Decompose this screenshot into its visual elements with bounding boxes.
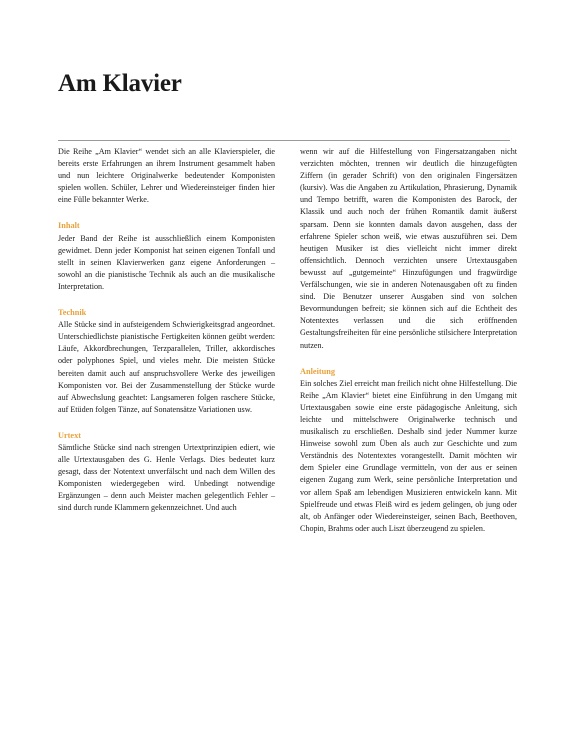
section-text-inhalt: Jeder Band der Reihe ist ausschließlich einem Komponisten gewidmet. Denn jeder Komponist hat seinen eigenen Tonfall und stellt in seinen Klavierwerken ganz eigene Anforderungen – sowohl an die pianistische Technik als auch an die musikalische Interpretation. — [58, 233, 275, 291]
section-technik — [58, 307, 275, 416]
section-anleitung — [300, 366, 517, 535]
page-title: Am Klavier — [58, 70, 182, 97]
divider — [58, 140, 510, 141]
section-text-anleitung: Ein solches Ziel erreicht man freilich nicht ohne Hilfestellung. Die Reihe „Am Klavier“ bietet eine Einführung in den Umgang mit Urtextausgaben sowie eine erste pädagogische Anleitung, sich leichte und mittelschwere Originalwerke technisch und musikalisch zu erschließen. Deshalb sind jeder Nummer kurze Hinweise sowohl zum Üben als auch zur Geschichte und zum Verständnis des Notentextes vorangestellt. Damit möchten wir dem Spieler eine Grundlage vermitteln, von der aus er seinen eigenen Zugang zum Werk, seine persönliche Interpretation und vor allem Spaß am lebendigen Musizieren entwickeln kann. Mit Spielfreude und etwas Fleiß wird es jedem gelingen, ob jung oder alt, ob Anfänger oder Wiedereinsteiger, seinen Bach, Beethoven, Chopin, Brahms oder auch Liszt überzeugend zu spielen. — [300, 378, 517, 533]
intro-paragraph: Die Reihe „Am Klavier“ wendet sich an alle Klavierspieler, die bereits erste Erfahrungen an ihrem Instrument gesammelt haben und nun leichtere Originalwerke bedeutender Komponisten spielen wollen. Schüler, Lehrer und Wiedereinsteiger finden hier eine Fülle bekannter Werke. — [58, 147, 275, 205]
left-column — [58, 146, 275, 515]
continuation-paragraph: wenn wir auf die Hilfestellung von Fingersatzangaben nicht verzichten möchten, trennen wir deutlich die hinzugefügten Ziffern (in gerader Schrift) von den originalen Fingersätzen (kursiv). Was die Angaben zu Artikulation, Phrasierung, Dynamik und Tempo betrifft, waren die Komponisten des Barock, der Klassik und auch noch der frühen Romantik damit äußerst sparsam. Denn sie konnten damals davon ausgehen, dass der erfahrene Spieler schon weiß, wie etwas auszuführen sei. Dem heutigen Musiker ist dies vielleicht nicht immer direkt offensichtlich. Dennoch verzichten unsere Urtextausgaben bewusst auf „gutgemeinte“ Hinzufügungen und fragwürdige Verfälschungen, wie sie in anderen Notenausgaben oft zu finden sind. Die Benutzer unserer Ausgaben sind von solchen Bevormundungen befreit; sie können sich auf die Echtheit des Notentextes verlassen und die sich eröffnenden Gestaltungsfreiheiten für eine persönliche stilsichere Interpretation nutzen. — [300, 147, 517, 350]
section-text-urtext: Sämtliche Stücke sind nach strengen Urtextprinzipien ediert, wie alle Urtextausgaben des G. Henle Verlags. Dies bedeutet kurz gesagt, dass der Notentext unverfälscht und nach dem Willen des Komponisten wiedergegeben wird. Unbedingt notwendige Ergänzungen – denn auch Meister machen gelegentlich Fehler – sind durch runde Klammern gekennzeichnet. Und auch — [58, 442, 275, 513]
section-inhalt — [58, 220, 275, 293]
right-column — [300, 146, 517, 535]
section-text-technik: Alle Stücke sind in aufsteigendem Schwierigkeitsgrad angeordnet. Unterschiedlichste pianistische Fertigkeiten können geübt werden: Läufe, Akkordbrechungen, Terzparallelen, Triller, akkordisches oder polyphones Spiel, und vieles mehr. Die meisten Stücke bereiten damit auch auf anspruchsvollere Werke des jeweiligen Komponisten vor. Bei der Zusammenstellung der Stücke wurde auf Abwechslung geachtet: Langsameren folgen raschere Stücke, auf Etüden folgen Tänze, auf Sonatensätze Variationen usw. — [58, 320, 275, 414]
section-urtext — [58, 430, 275, 515]
section-heading-technik: Technik — [58, 308, 87, 318]
section-heading-anleitung: Anleitung — [300, 366, 336, 376]
section-heading-inhalt: Inhalt — [58, 221, 80, 231]
section-heading-urtext: Urtext — [58, 430, 82, 440]
